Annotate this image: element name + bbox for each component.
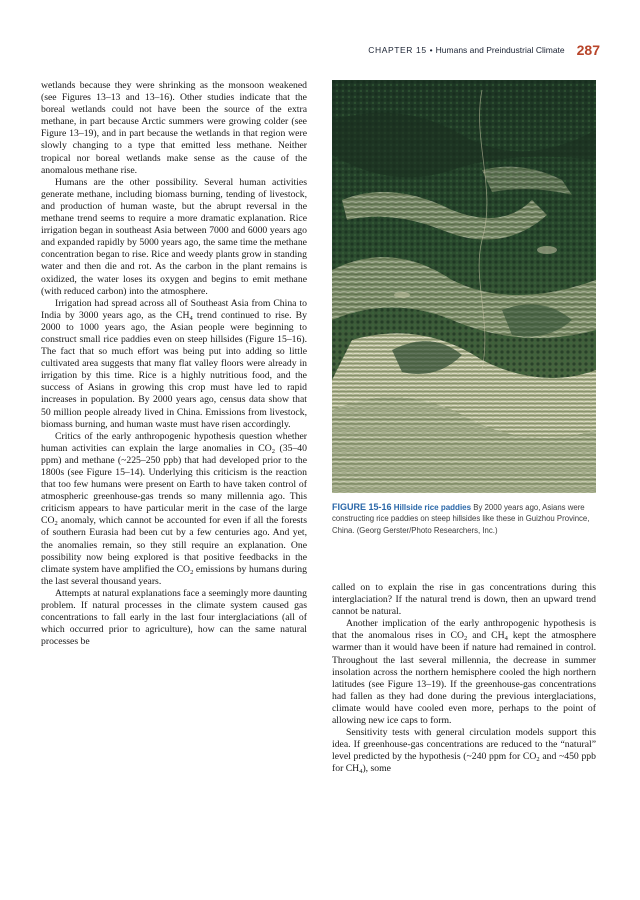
right-text-column bbox=[332, 582, 596, 776]
text-run: (35–40 ppm) and methane (~225–250 ppb) that had developed prior to the 1800s (see Figure 15–14). Underlying this criticism is the reaction that too few humans were present on Earth to have taken control of atmospheric greenhouse-gas trends so many millennia ago. This criticism appears to have particular merit in the case of the large CO bbox=[41, 442, 307, 527]
page-number: 287 bbox=[576, 42, 600, 58]
paragraph bbox=[332, 727, 596, 775]
text-run: and ~450 ppb for CH bbox=[332, 751, 596, 775]
text-run: Critics of the early anthropogenic hypothesis question whether human activities can explain the large anomalies in CO bbox=[41, 430, 307, 454]
text-run: kept the atmosphere warmer than it would have been if nature had remained in control. Throughout the last several millennia, the decrease in summer insolation across the northern hemisphere cooled the high northern latitudes (see Figure 13–19). If the greenhouse-gas concentrations had fallen as they had done during the previous interglaciations, climate would have cooled even more, perhaps to the point of allowing new ice caps to form. bbox=[332, 630, 596, 727]
chapter-title: Humans and Preindustrial Climate bbox=[435, 45, 565, 55]
caption-text: By 2000 years ago, Asians were constructing rice paddies on steep hillsides like these in Guizhou Province, China. (Georg Gerster/Photo Researchers, Inc.) bbox=[332, 503, 590, 535]
text-run: ), some bbox=[362, 763, 391, 775]
paragraph bbox=[41, 431, 307, 588]
text-run: Sensitivity tests with general circulation models support this idea. If greenhouse-gas concentrations are reduced to the “natural” level predicted by the hypothesis (~240 ppm for CO bbox=[332, 727, 596, 763]
paragraph bbox=[41, 298, 307, 431]
subscript: 2 bbox=[190, 568, 194, 576]
text-run: anomaly, which cannot be accounted for even if all the forests of southern Eurasia had been cut by a few centuries ago. And yet, the anomalies remain, so they still require an explanation. One possibility now being explored is that positive feedbacks in the climate system have amplified the CO bbox=[41, 515, 307, 575]
caption-title: Hillside rice paddies bbox=[393, 503, 472, 512]
subscript: 2 bbox=[536, 756, 540, 764]
paragraph: wetlands because they were shrinking as the monsoon weakened (see Figures 13–13 and 13–16). Other studies indicate that the boreal wetlands could not have been the source of the extra methane, in part because Arctic summers were growing colder (see Figure 13–19), and in part because the wetlands in that region were slowly changing to a type that emitted less methane. Neither tropical nor boreal wetlands make sense as the cause of the anomalous methane rise. bbox=[41, 80, 307, 176]
figure-photo bbox=[332, 80, 596, 493]
paragraph: called on to explain the rise in gas concentrations during this interglaciation? If the natural trend is down, then an upward trend cannot be natural. bbox=[332, 582, 596, 618]
running-header bbox=[368, 40, 600, 60]
chapter-label: CHAPTER 15 bbox=[368, 45, 427, 55]
subscript: 2 bbox=[271, 447, 276, 455]
paragraph: Humans are the other possibility. Several human activities generate methane, including biomass burning, tending of livestock, and production of human waste, but the abrupt reversal in the methane trend seems to require a more dramatic explanation. Rice irrigation began in southeast Asia between 7000 and 6000 years ago and expanded rapidly by 5000 years ago, the same time the methane concentration began to rise. Rice and weedy plants grow in standing water and then die and rot. As the carbon in the plant remains is oxidized, the water loses its oxygen and begins to emit methane (with reduced carbon) into the atmosphere. bbox=[41, 176, 307, 297]
paragraph bbox=[332, 618, 596, 727]
subscript: 4 bbox=[359, 768, 363, 776]
text-run: Another implication of the early anthropogenic hypothesis is that the anomalous rises in CO bbox=[332, 618, 596, 642]
subscript: 2 bbox=[54, 520, 58, 528]
text-run: and CH bbox=[467, 630, 505, 642]
subscript: 4 bbox=[189, 314, 193, 322]
left-text-column bbox=[41, 80, 307, 648]
header-separator: • bbox=[429, 45, 433, 55]
figure-label: FIGURE 15-16 bbox=[332, 502, 392, 512]
text-run: emissions by humans during the last several thousand years. bbox=[41, 563, 307, 587]
subscript: 2 bbox=[463, 635, 468, 643]
rice-terrace-photo-illustration bbox=[332, 80, 596, 493]
paragraph: Attempts at natural explanations face a seemingly more daunting problem. If natural processes in the climate system caused gas concentrations to fall early in the last four interglaciations (all of which occurred prior to agriculture), how can the same natural processes be bbox=[41, 587, 307, 648]
figure-caption bbox=[332, 502, 596, 536]
text-run: Irrigation had spread across all of Southeast Asia from China to India by 3000 years ago, as the CH bbox=[41, 297, 307, 321]
subscript: 4 bbox=[504, 635, 508, 643]
text-run: trend continued to rise. By 2000 to 1000 years ago, the Asian people were beginning to construct small rice paddies even on steep hillsides (Figure 15–16). The fact that so much effort was being put into adding so little cultivated area suggests that many flat valley floors were already in irrigation by this time. Rice is a highly nutritious food, and the success of Asians in growing this crop must have led to rapid increases in population. By 2000 years ago, census data show that 50 million people already lived in China. Emissions from livestock, biomass burning, and human waste must have risen accordingly. bbox=[41, 309, 307, 430]
